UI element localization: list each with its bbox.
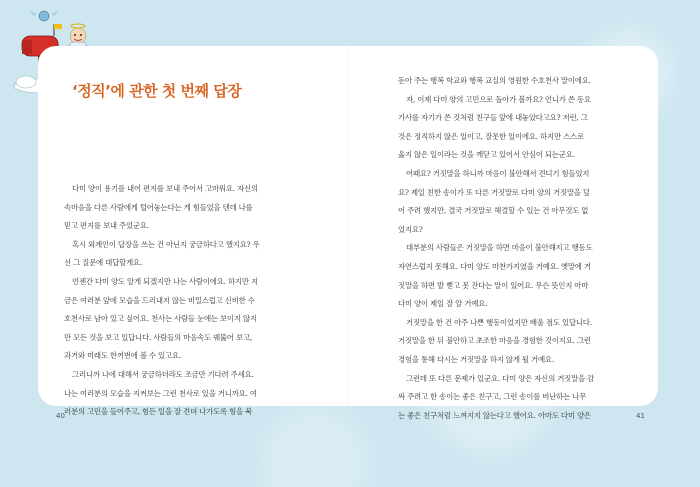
title-quote-open: ‘	[72, 82, 78, 100]
book-gutter	[348, 46, 349, 406]
body-line: 대부분의 사람들은 거짓말을 하면 마음이 불안해지고 행동도	[406, 243, 593, 253]
body-line: 금은 여러분 앞에 모습을 드러내지 않는 비밀스럽고 신비한 수	[64, 295, 255, 305]
title-rest: 에 관한 첫 번째 답장	[110, 82, 242, 100]
body-line: 다미 양이 제일 잘 알 거예요.	[398, 299, 488, 309]
body-line: 것은 정직하지 않은 일이고, 잘못한 일이에요. 하지만 스스로	[398, 131, 584, 141]
body-line: 호천사로 남아 있고 싶어요. 천사는 사람들 눈에는 보이지 않지	[64, 314, 257, 324]
right-page-body	[398, 72, 660, 425]
body-line: 과거와 미래도 한꺼번에 볼 수 있고요.	[64, 351, 181, 361]
body-line: 만 모든 것을 보고 있답니다. 사람들의 마음속도 꿰뚫어 보고,	[64, 332, 253, 342]
title-quote-close: ’	[105, 82, 111, 100]
title-highlight: 정직	[77, 82, 106, 100]
body-line: 혹시 외계인이 답장을 쓰는 건 아닌지 궁금하다고 했지요? 우	[72, 239, 260, 249]
body-line: 다미 양이 용기를 내어 편지를 보내 주어서 고마워요. 자신의	[72, 184, 258, 193]
body-line: 가사를 자기가 쓴 것처럼 친구들 앞에 내놓았다고요? 저런, 그	[398, 113, 588, 123]
body-line: 요? 제일 친한 송이가 또 다른 거짓말로 다미 양의 거짓말을 덮	[398, 187, 590, 197]
body-line: 어 주려 했지만, 결국 거짓말로 해결할 수 있는 건 아무것도 없	[398, 206, 589, 216]
body-line: 짓말을 하면 발 뻗고 못 잔다는 말이 있어요. 무슨 뜻인지 아마	[398, 280, 589, 290]
page-number-right: 41	[636, 412, 645, 420]
chapter-title	[72, 80, 241, 101]
body-line: 옳지 않은 일이라는 것을 깨닫고 있어서 안심이 되는군요.	[398, 150, 575, 160]
body-line: 러분의 고민을 들어주고, 힘든 일을 잘 견뎌 나가도록 힘을 북	[64, 407, 253, 417]
body-line: 자, 이제 다미 양의 고민으로 돌아가 볼까요? 언니가 쓴 동요	[406, 94, 591, 104]
body-line: 거짓말을 한 뒤 불안하고 초조한 마음을 경험한 것이지요. 그런	[398, 336, 591, 346]
body-line: 믿고 편지를 보내 주었군요.	[64, 221, 149, 231]
body-line: 그런데 또 다른 문제가 있군요. 다미 양은 자신의 거짓말을 감	[406, 373, 595, 383]
left-page-body	[64, 180, 326, 422]
body-line: 그러니까 나에 대해서 궁금하더라도 조금만 기다려 주세요.	[72, 369, 254, 379]
body-line: 언젠간 다미 양도 알게 되겠지만 나는 사람이에요. 하지만 지	[72, 276, 258, 286]
body-line: 어때요? 거짓말을 하니까 마음이 불안해서 견디기 힘들었지	[406, 168, 590, 178]
body-line: 자연스럽지 못해요. 다미 양도 마찬가지였을 거예요. 옛말에 거	[398, 261, 591, 271]
body-line: 경험을 통해 다시는 거짓말을 하지 않게 될 거예요.	[398, 354, 554, 364]
body-line: 돋아 주는 행복 학교와 행복 교실의 영원한 수호천사 말이에요.	[398, 76, 591, 85]
body-line: 거짓말을 한 건 아주 나쁜 행동이었지만 배울 점도 있답니다.	[406, 317, 592, 327]
body-line: 었지요?	[398, 224, 423, 234]
body-line: 속마음을 다른 사람에게 털어놓는다는 게 힘들었을 텐데 나를	[64, 202, 253, 212]
body-line: 싸 주려고 한 송이는 좋은 친구고, 그런 송이를 비난하는 나무	[398, 392, 587, 402]
body-line: 선 그 질문에 대답할게요.	[64, 258, 142, 268]
body-line: 는 좋은 친구처럼 느껴지지 않는다고 했어요. 아마도 다미 양은	[398, 410, 591, 420]
page-number-left: 40	[56, 412, 65, 420]
body-line: 나는 여러분의 모습을 지켜보는 그런 천사로 있을 거니까요. 여	[64, 388, 257, 398]
